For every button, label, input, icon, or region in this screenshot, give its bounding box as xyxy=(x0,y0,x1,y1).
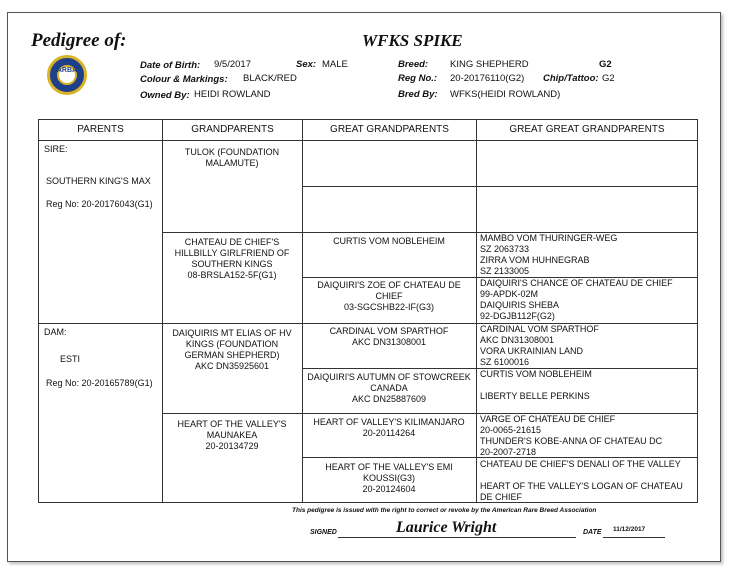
breed-value: KING SHEPHERD xyxy=(450,59,529,70)
dob-label: Date of Birth: xyxy=(140,60,201,71)
dog-name: WFKS SPIKE xyxy=(362,31,463,50)
ggg-6b-reg: 92-DGJB112F(G2) xyxy=(480,311,555,321)
col-header-grandparents: GRANDPARENTS xyxy=(191,124,274,135)
ggg-7a: CARDINAL VOM SPARTHOF xyxy=(480,324,599,334)
chip-label: Chip/Tattoo: xyxy=(543,73,599,84)
grandparent-4-reg: 20-20134729 xyxy=(205,441,259,451)
signed-label: SIGNED xyxy=(310,529,337,536)
ggg-5a: MAMBO VOM THURINGER-WEG xyxy=(480,233,618,243)
ggg-9b: THUNDER'S KOBE-ANNA OF CHATEAU DC xyxy=(480,436,663,446)
arba-logo xyxy=(47,55,87,95)
great-grandparent-8: HEART OF THE VALLEY'S EMI KOUSSI(G3) xyxy=(325,462,453,483)
sex-label: Sex: xyxy=(296,59,317,70)
great-grandparent-5-reg: AKC DN31308001 xyxy=(351,337,427,347)
dob-value: 9/5/2017 xyxy=(214,59,251,70)
ggg-6a: DAIQUIRI'S CHANCE OF CHATEAU DE CHIEF xyxy=(480,278,673,288)
great-grandparent-3: CURTIS VOM NOBLEHEIM xyxy=(333,236,445,246)
grandparent-3: DAIQUIRIS MT ELIAS OF HV KINGS (FOUNDATION GERMAN SHEPHERD) xyxy=(172,328,292,360)
dam-label: DAM: xyxy=(44,327,67,337)
signature-line xyxy=(338,537,576,538)
grandparent-4: HEART OF THE VALLEY'S MAUNAKEA xyxy=(177,419,287,440)
grandparent-2: CHATEAU DE CHIEF'S HILLBILLY GIRLFRIEND OF SOUTHERN KINGS xyxy=(174,237,290,269)
breed-label: Breed: xyxy=(398,59,429,70)
pedigree-table xyxy=(38,119,698,503)
ggg-7b: VORA UKRAINIAN LAND xyxy=(480,346,584,356)
great-grandparent-7-reg: 20-20114264 xyxy=(362,428,416,438)
great-grandparent-6: DAIQUIRI'S AUTUMN OF STOWCREEK CANADA xyxy=(307,372,471,393)
date-line xyxy=(603,537,665,538)
bred-value: WFKS(HEIDI ROWLAND) xyxy=(450,89,561,100)
ggg-9a-reg: 20-0065-21615 xyxy=(480,425,542,435)
date-label: DATE xyxy=(583,529,602,536)
bred-label: Bred By: xyxy=(398,89,438,100)
owned-value: HEIDI ROWLAND xyxy=(194,89,271,100)
ggg-9b-reg: 20-2007-2718 xyxy=(480,447,537,457)
sire-reg: Reg No: 20-20176043(G1) xyxy=(46,199,153,209)
owned-label: Owned By: xyxy=(140,90,190,101)
ggg-10b: HEART OF THE VALLEY'S LOGAN OF CHATEAU DE CHIEF xyxy=(480,481,683,502)
reg-label: Reg No.: xyxy=(398,73,438,84)
ggg-8a: CURTIS VOM NOBLEHEIM xyxy=(480,369,592,379)
great-grandparent-4: DAIQUIRI'S ZOE OF CHATEAU DE CHIEF xyxy=(317,280,461,301)
ggg-5b-reg: SZ 2133005 xyxy=(480,266,530,276)
col-header-parents: PARENTS xyxy=(77,124,124,135)
ggg-5b: ZIRRA VOM HUHNEGRAB xyxy=(480,255,590,265)
reg-value: 20-20176110(G2) xyxy=(450,73,525,84)
ggg-9a: VARGE OF CHATEAU DE CHIEF xyxy=(480,414,616,424)
great-grandparent-8-reg: 20-20124604 xyxy=(362,484,416,494)
sire-name: SOUTHERN KING'S MAX xyxy=(46,176,151,186)
great-grandparent-4-reg: 03-SGCSHB22-IF(G3) xyxy=(343,302,435,312)
ggg-7a-reg: AKC DN31308001 xyxy=(480,335,555,345)
ggg-8b: LIBERTY BELLE PERKINS xyxy=(480,391,590,401)
sire-label: SIRE: xyxy=(44,144,68,154)
grandparent-1: TULOK (FOUNDATION MALAMUTE) xyxy=(184,147,280,168)
ggg-5a-reg: SZ 2063733 xyxy=(480,244,530,254)
signature: Laurice Wright xyxy=(396,519,497,536)
grandparent-2-reg: 08-BRSLA152-5F(G1) xyxy=(187,270,277,280)
logo-text: ARBA xyxy=(56,67,78,74)
ggg-7b-reg: SZ 6100016 xyxy=(480,357,530,367)
dam-name: ESTI xyxy=(60,354,81,364)
colour-value: BLACK/RED xyxy=(243,73,297,84)
ggg-6a-reg: 99-APDK-02M xyxy=(480,289,539,299)
dam-reg: Reg No: 20-20165789(G1) xyxy=(46,378,153,388)
grandparent-3-reg: AKC DN35925601 xyxy=(194,361,270,371)
great-grandparent-7: HEART OF VALLEY'S KILIMANJARO xyxy=(313,417,465,427)
chip-value: G2 xyxy=(602,73,615,84)
col-header-great-great-grandparents: GREAT GREAT GRANDPARENTS xyxy=(509,124,665,135)
ggg-6b: DAIQUIRIS SHEBA xyxy=(480,300,560,310)
footer-disclaimer: This pedigree is issued with the right to correct or revoke by the American Rare Breed Association xyxy=(292,507,597,514)
date-value: 11/12/2017 xyxy=(613,526,646,533)
great-grandparent-6-reg: AKC DN25887609 xyxy=(351,394,427,404)
colour-label: Colour & Markings: xyxy=(140,74,228,85)
ggg-10a: CHATEAU DE CHIEF'S DENALI OF THE VALLEY xyxy=(480,459,681,469)
certificate-title: Pedigree of: xyxy=(31,30,127,51)
col-header-great-grandparents: GREAT GRANDPARENTS xyxy=(330,124,449,135)
sex-value: MALE xyxy=(322,59,348,70)
great-grandparent-5: CARDINAL VOM SPARTHOF xyxy=(329,326,449,336)
generation-value: G2 xyxy=(599,59,612,70)
